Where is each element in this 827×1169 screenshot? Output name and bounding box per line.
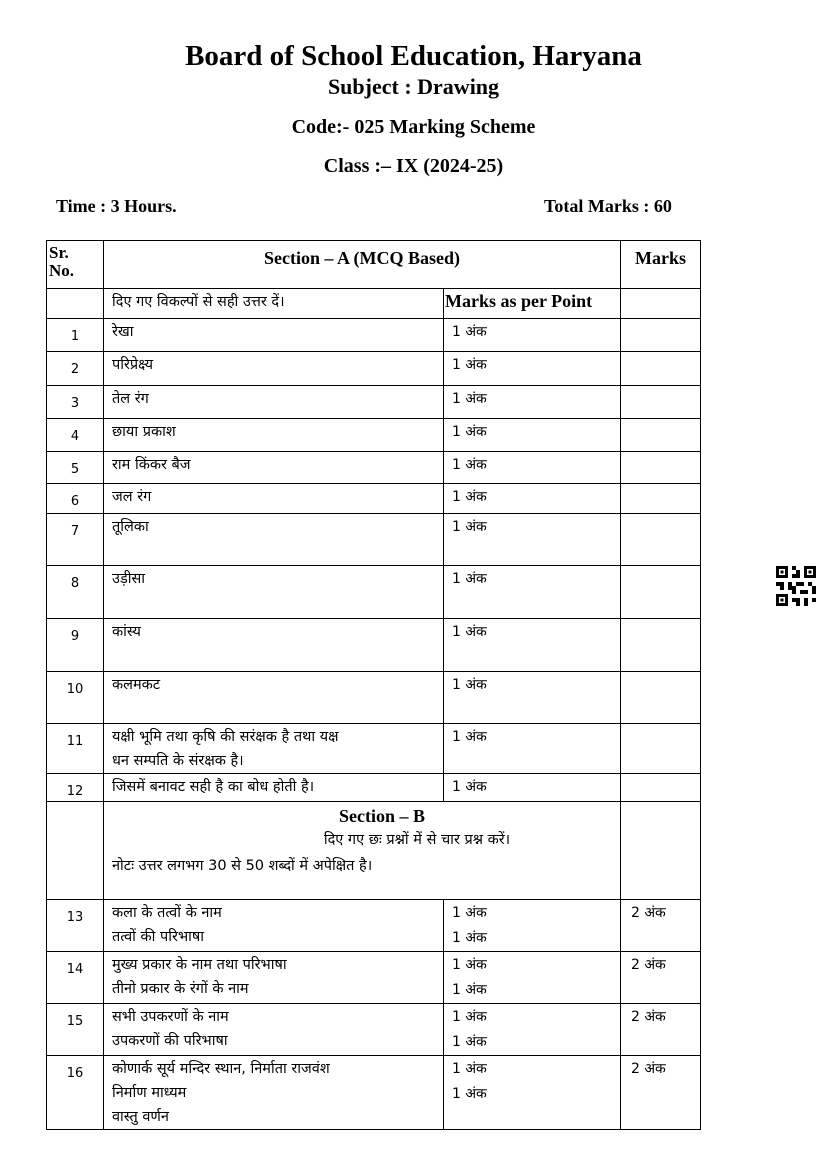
point-marks xyxy=(444,319,620,345)
total-marks xyxy=(621,352,700,353)
question-number-line: 2 xyxy=(70,362,80,377)
question-number xyxy=(47,672,103,697)
point-marks-line: 1 अंक xyxy=(452,957,487,973)
answer-text xyxy=(104,724,443,773)
question-number xyxy=(47,419,103,444)
total-marks xyxy=(621,900,700,926)
answer-text xyxy=(104,319,443,344)
answer-text-line: तेल रंग xyxy=(112,391,149,407)
section-b-instruction: दिए गए छः प्रश्नों में से चार प्रश्न करें। xyxy=(323,832,511,848)
question-number-line: 1 xyxy=(70,329,80,344)
question-number xyxy=(47,319,103,344)
table-row xyxy=(47,452,701,484)
point-marks-line: 1 अंक xyxy=(452,1009,487,1025)
point-marks xyxy=(444,419,620,445)
answer-text-line: सभी उपकरणों के नाम xyxy=(112,1009,229,1025)
table-row xyxy=(47,724,701,774)
question-number xyxy=(47,952,103,977)
answer-text-line: रेखा xyxy=(112,324,134,340)
board-title: Board of School Education, Haryana xyxy=(185,40,642,72)
total-marks-line: 2 अंक xyxy=(631,957,666,973)
question-number-line: 12 xyxy=(66,784,84,799)
point-marks xyxy=(444,566,620,592)
total-marks xyxy=(621,1056,700,1082)
point-marks xyxy=(444,774,620,800)
instruction-row xyxy=(47,289,701,319)
table-row xyxy=(47,386,701,419)
question-number xyxy=(47,386,103,411)
answer-text-line: राम किंकर बैज xyxy=(112,457,191,473)
table-row xyxy=(47,619,701,672)
answer-text xyxy=(104,352,443,377)
point-marks-line: 1 अंक xyxy=(452,424,487,440)
answer-text-line: कला के तत्वों के नाम xyxy=(112,905,222,921)
question-number xyxy=(47,566,103,591)
answer-text-line: छाया प्रकाश xyxy=(112,424,176,440)
point-marks-line: 1 अंक xyxy=(452,457,487,473)
table-header-row xyxy=(47,241,701,289)
question-number xyxy=(47,484,103,509)
question-number xyxy=(47,452,103,477)
answer-text-line: उड़ीसा xyxy=(112,571,146,587)
answer-text-line: निर्माण माध्यम xyxy=(112,1085,187,1101)
table-row xyxy=(47,352,701,386)
answer-text xyxy=(104,419,443,444)
point-marks-line: 1 अंक xyxy=(452,1034,487,1050)
point-marks xyxy=(444,452,620,478)
table-row xyxy=(47,952,701,1004)
total-marks-label: Total Marks : 60 xyxy=(544,196,672,216)
point-marks-line: 1 अंक xyxy=(452,324,487,340)
answer-text xyxy=(104,566,443,591)
question-number xyxy=(47,1004,103,1029)
point-marks-line: 1 अंक xyxy=(452,905,487,921)
section-b-header-row xyxy=(47,802,701,900)
point-marks xyxy=(444,514,620,540)
code-title: Code:- 025 Marking Scheme xyxy=(291,116,536,138)
question-number-line: 10 xyxy=(66,682,84,697)
point-marks-line: 1 अंक xyxy=(452,624,487,640)
point-marks xyxy=(444,619,620,645)
question-number xyxy=(47,1056,103,1081)
point-marks-line: 1 अंक xyxy=(452,357,487,373)
total-marks xyxy=(621,774,700,775)
total-marks-line: 2 अंक xyxy=(631,1009,666,1025)
answer-text-line: उपकरणों की परिभाषा xyxy=(112,1033,228,1049)
answer-text xyxy=(104,484,443,509)
answer-text-line: कांस्य xyxy=(112,624,141,640)
point-marks xyxy=(444,484,620,510)
answer-text-line: तीनो प्रकार के रंगों के नाम xyxy=(112,981,249,997)
point-marks-line: 1 अंक xyxy=(452,489,487,505)
total-marks xyxy=(621,952,700,978)
answer-text xyxy=(104,672,443,697)
point-marks-line: 1 अंक xyxy=(452,930,487,946)
marks-as-per-point-header: Marks as per Point xyxy=(445,291,593,311)
total-marks xyxy=(621,619,700,620)
table-row xyxy=(47,319,701,352)
answer-text xyxy=(104,514,443,539)
question-number-line: 5 xyxy=(70,462,80,477)
answer-text-line: कोणार्क सूर्य मन्दिर स्थान, निर्माता राजवंश xyxy=(112,1061,330,1077)
point-marks-line: 1 अंक xyxy=(452,1086,487,1102)
marking-scheme-table xyxy=(46,240,701,1130)
question-number-line: 11 xyxy=(66,734,84,749)
total-marks-line: 2 अंक xyxy=(631,905,666,921)
question-number-line: 9 xyxy=(70,629,80,644)
question-number-line: 16 xyxy=(66,1066,84,1081)
question-number-line: 13 xyxy=(66,910,84,925)
question-number xyxy=(47,900,103,925)
answer-text-line: जल रंग xyxy=(112,489,152,505)
point-marks-line: 1 अंक xyxy=(452,519,487,535)
marks-header: Marks xyxy=(635,248,686,268)
section-b-header: Section – B xyxy=(338,806,425,826)
total-marks xyxy=(621,566,700,567)
point-marks-line: 1 अंक xyxy=(452,1061,487,1077)
class-title: Class :– IX (2024-25) xyxy=(323,155,504,177)
table-row xyxy=(47,1004,701,1056)
point-marks xyxy=(444,352,620,378)
sr-no-header: Sr. No. xyxy=(49,243,75,280)
point-marks xyxy=(444,900,620,951)
answer-text-line: परिप्रेक्ष्य xyxy=(112,357,154,373)
subject-title: Subject : Drawing xyxy=(327,74,500,99)
point-marks xyxy=(444,672,620,698)
answer-text-line: तूलिका xyxy=(112,519,149,535)
question-number xyxy=(47,619,103,644)
point-marks xyxy=(444,952,620,1003)
question-number-line: 15 xyxy=(66,1014,84,1029)
section-a-header: Section – A (MCQ Based) xyxy=(264,248,460,268)
total-marks xyxy=(621,452,700,453)
question-number-line: 6 xyxy=(70,494,80,509)
answer-text xyxy=(104,1056,443,1129)
question-number-line: 7 xyxy=(70,524,80,539)
question-number-line: 4 xyxy=(70,429,80,444)
answer-text-line: कलमकट xyxy=(112,677,161,693)
answer-text-line: तत्वों की परिभाषा xyxy=(112,929,205,945)
point-marks-line: 1 अंक xyxy=(452,982,487,998)
answer-text xyxy=(104,619,443,644)
total-marks xyxy=(621,386,700,387)
answer-text-line: वास्तु वर्णन xyxy=(112,1109,169,1125)
question-number-line: 3 xyxy=(70,396,80,411)
point-marks xyxy=(444,1056,620,1107)
answer-text-line: मुख्य प्रकार के नाम तथा परिभाषा xyxy=(112,957,287,973)
point-marks xyxy=(444,724,620,750)
point-marks-line: 1 अंक xyxy=(452,391,487,407)
total-marks-line: 2 अंक xyxy=(631,1061,666,1077)
table-row xyxy=(47,774,701,802)
table-row xyxy=(47,900,701,952)
table-row xyxy=(47,419,701,452)
point-marks xyxy=(444,386,620,412)
question-number xyxy=(47,724,103,749)
table-row xyxy=(47,672,701,724)
answer-text xyxy=(104,900,443,949)
section-a-instruction: दिए गए विकल्पों से सही उत्तर दें। xyxy=(112,294,285,310)
question-number-line: 8 xyxy=(70,576,80,591)
total-marks xyxy=(621,419,700,420)
answer-text-line: धन सम्पति के संरक्षक है। xyxy=(112,753,244,769)
point-marks-line: 1 अंक xyxy=(452,677,487,693)
qr-code-icon xyxy=(776,566,816,606)
answer-text-line: यक्षी भूमि तथा कृषि की सरंक्षक है तथा यक्ष xyxy=(112,729,339,745)
total-marks xyxy=(621,514,700,515)
point-marks-line: 1 अंक xyxy=(452,571,487,587)
question-number xyxy=(47,514,103,539)
answer-text xyxy=(104,774,443,799)
time-label: Time : 3 Hours. xyxy=(56,196,177,216)
point-marks-line: 1 अंक xyxy=(452,729,487,745)
answer-text xyxy=(104,452,443,477)
question-number-line: 14 xyxy=(66,962,84,977)
question-number xyxy=(47,352,103,377)
table-row xyxy=(47,514,701,566)
total-marks xyxy=(621,672,700,673)
table-row xyxy=(47,484,701,514)
total-marks xyxy=(621,484,700,485)
table-row xyxy=(47,566,701,619)
point-marks xyxy=(444,1004,620,1055)
total-marks xyxy=(621,724,700,725)
point-marks-line: 1 अंक xyxy=(452,779,487,795)
question-number xyxy=(47,774,103,799)
answer-text-line: जिसमें बनावट सही है का बोध होती है। xyxy=(112,779,315,795)
total-marks xyxy=(621,1004,700,1030)
section-b-note: नोटः उत्तर लगभग 30 से 50 शब्दों में अपेक्षित है। xyxy=(112,858,373,874)
total-marks xyxy=(621,319,700,320)
answer-text xyxy=(104,952,443,1001)
answer-text xyxy=(104,1004,443,1053)
answer-text xyxy=(104,386,443,411)
table-row xyxy=(47,1056,701,1130)
